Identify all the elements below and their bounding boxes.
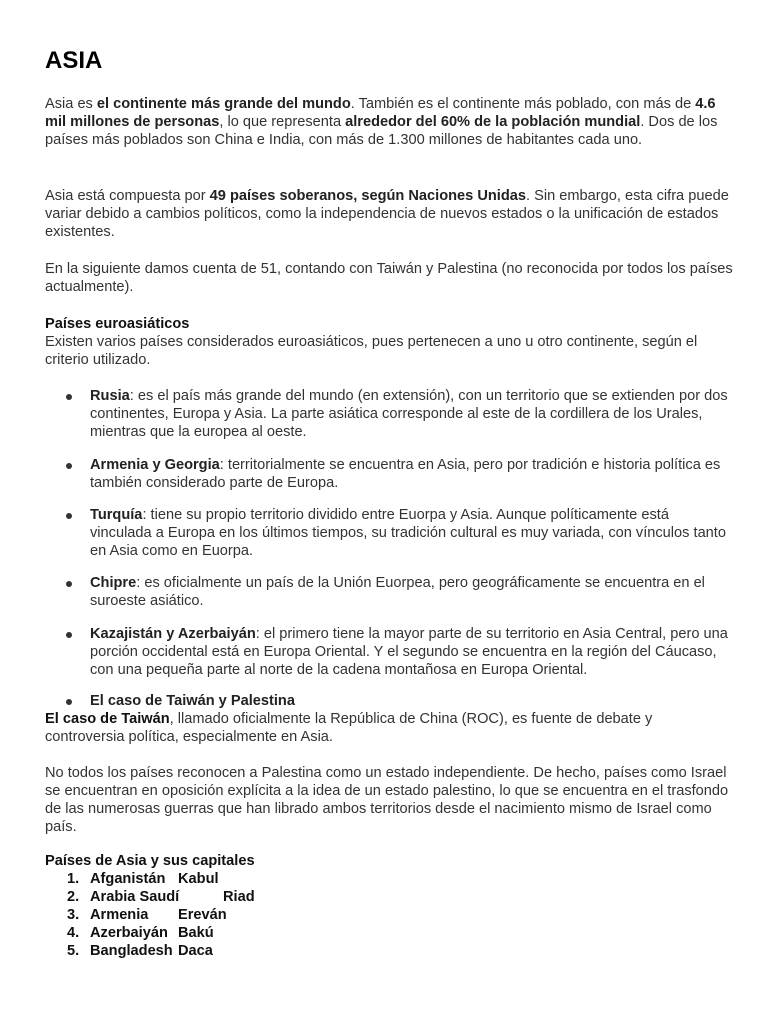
intro-text-1: Asia es	[45, 96, 97, 112]
intro-bold-3: alrededor del 60% de la población mundial	[345, 114, 641, 130]
palestina-paragraph: No todos los países reconocen a Palestina como un estado independiente. De hecho, países como Israel se encuentran en oposición explícita a la idea de un estado palestino, lo que se encuentra en el trasfondo de las numerosas guerras que han librado ambos territorios desde el nacimiento mismo de Israel como país.	[45, 765, 729, 835]
euro-heading: Países euroasiáticos	[45, 316, 190, 332]
intro-text-4: . Dos de los países más poblados son China e India, con más de 1.300 millones de habitantes cada uno.	[45, 114, 718, 148]
capitals-capital: Kabul	[178, 871, 219, 887]
list-item-turquia	[90, 506, 730, 560]
capitals-country: Armenia	[90, 907, 149, 923]
list-item-rusia	[90, 387, 730, 441]
capitals-capital: Ereván	[178, 907, 227, 923]
list-item-name: Chipre	[90, 575, 137, 591]
list-item-text: : tiene su propio territorio dividido entre Euorpa y Asia. Aunque políticamente está vinculada a Europa en los últimos tiempos, su tradición cultural es muy variada, con vínculos tanto en Asia como en Euorpa.	[90, 507, 726, 559]
capitals-capital: Daca	[178, 943, 213, 959]
list-item-text: : es oficialmente un país de la Unión Euorpea, pero geográficamente se encuentra en el suroeste asiático.	[90, 575, 705, 609]
capitals-capital: Bakú	[178, 925, 214, 941]
page-title: ASIA	[45, 47, 103, 74]
list-item-name: Armenia y Georgia	[90, 457, 220, 473]
list-item-name: Rusia	[90, 388, 130, 404]
para2-text-1: Asia está compuesta por	[45, 188, 210, 204]
capitals-list-item	[67, 870, 219, 888]
bullet-icon	[66, 463, 72, 469]
capitals-country: Bangladesh	[90, 943, 173, 959]
taiwan-text: , llamado oficialmente la República de China (ROC), es fuente de debate y controversia política, especialmente en Asia.	[45, 711, 653, 745]
list-item-name: El caso de Taiwán y Palestina	[90, 693, 295, 709]
bullet-icon	[66, 581, 72, 587]
taiwan-paragraph	[45, 710, 735, 746]
bullet-icon	[66, 394, 72, 400]
list-item-text: : el primero tiene la mayor parte de su territorio en Asia Central, pero una porción occidental está en Europa Oriental. Y el segundo se encuentra en la región del Cáucaso, con una pequeña parte al norte de la cadena montañosa en Europa Oriental.	[90, 626, 728, 678]
capitals-capital: Riad	[223, 889, 255, 905]
capitals-list-item	[67, 924, 214, 942]
capitals-list-item	[67, 942, 213, 960]
bullet-icon	[66, 699, 72, 705]
bullet-icon	[66, 632, 72, 638]
capitals-number: 2.	[67, 889, 80, 905]
capitals-number: 3.	[67, 907, 80, 923]
count-note-paragraph: En la siguiente damos cuenta de 51, contando con Taiwán y Palestina (no reconocida por todos los países actualmente).	[45, 261, 733, 295]
taiwan-bold: El caso de Taiwán	[45, 711, 170, 727]
list-item-armenia-georgia	[90, 456, 730, 492]
capitals-country: Azerbaiyán	[90, 925, 168, 941]
list-item-name: Kazajistán y Azerbaiyán	[90, 626, 256, 642]
capitals-heading: Países de Asia y sus capitales	[45, 853, 255, 869]
euro-intro-paragraph: Existen varios países considerados euroasiáticos, pues pertenecen a uno u otro continente, según el criterio utilizado.	[45, 334, 698, 368]
intro-paragraph	[45, 95, 735, 149]
list-item-kazajistan-azerbaiyan	[90, 625, 730, 679]
capitals-list-item	[67, 888, 255, 906]
intro-text-3: , lo que representa	[219, 114, 346, 130]
bullet-icon	[66, 513, 72, 519]
capitals-number: 1.	[67, 871, 80, 887]
capitals-country: Arabia Saudí	[90, 889, 180, 905]
countries-count-paragraph	[45, 187, 735, 241]
list-item-text: : territorialmente se encuentra en Asia, pero por tradición e historia política es también considerado parte de Europa.	[90, 457, 721, 491]
para2-bold-1: 49 países soberanos, según Naciones Unidas	[209, 188, 526, 204]
intro-bold-2: 4.6 mil millones de personas	[45, 96, 716, 130]
intro-bold-1: el continente más grande del mundo	[96, 96, 351, 112]
capitals-number: 4.	[67, 925, 80, 941]
capitals-number: 5.	[67, 943, 80, 959]
capitals-country: Afganistán	[90, 871, 166, 887]
intro-text-2: . También es el continente más poblado, con más de	[350, 96, 696, 112]
list-item-name: Turquía	[90, 507, 143, 523]
list-item-text: : es el país más grande del mundo (en extensión), con un territorio que se extienden por dos continentes, Europa y Asia. La parte asiática corresponde al este de la cordillera de los Urales, mientras que la europea al oeste.	[90, 388, 728, 440]
para2-text-2: . Sin embargo, esta cifra puede variar debido a cambios políticos, como la independencia de nuevos estados o la unificación de estados existentes.	[45, 188, 729, 240]
list-item-chipre	[90, 574, 730, 610]
capitals-list-item	[67, 906, 227, 924]
list-item-taiwan-palestina	[90, 692, 730, 710]
